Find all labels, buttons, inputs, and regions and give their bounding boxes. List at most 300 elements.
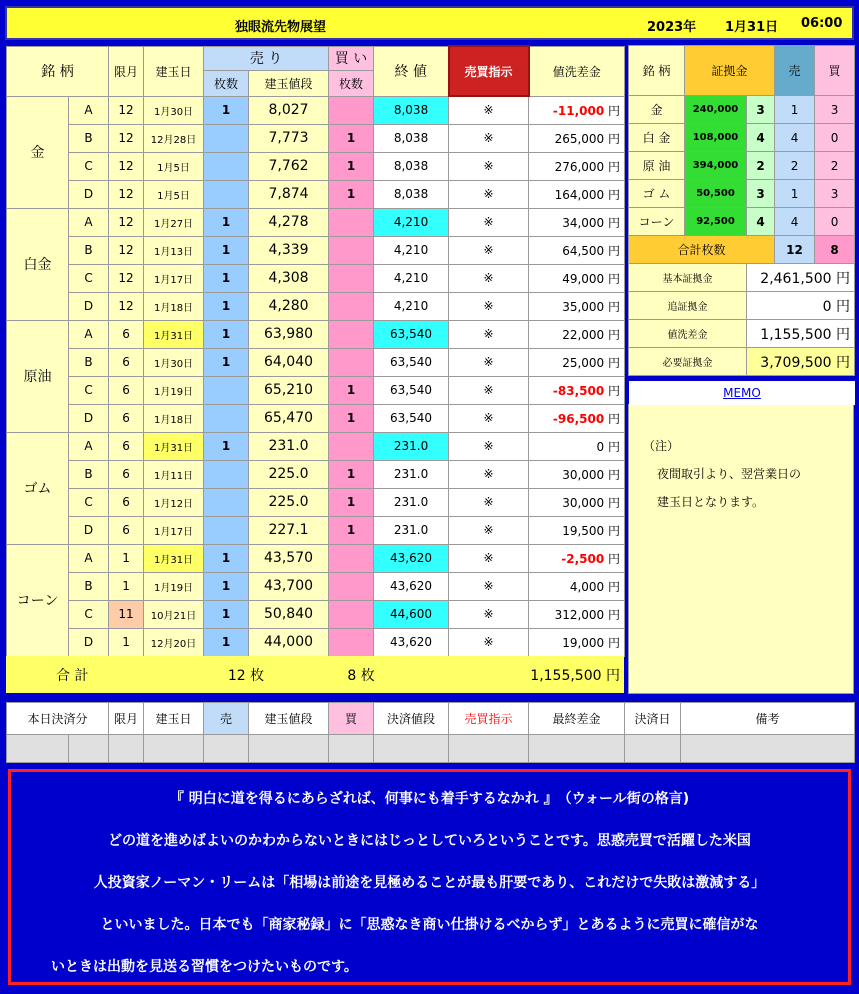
- quote-box: [8, 769, 851, 985]
- position-month: 12: [109, 236, 144, 264]
- margin-amount: 108,000: [685, 124, 747, 152]
- positions-table: [6, 45, 625, 657]
- position-instruction: ※: [449, 292, 529, 320]
- position-row: [7, 376, 625, 404]
- summary-label: 基本証拠金: [629, 264, 747, 292]
- margin-brand: 金: [629, 96, 685, 124]
- position-diff: 0 円: [529, 432, 625, 460]
- margin-count: 2: [747, 152, 775, 180]
- memo-note-title: （注）: [643, 439, 680, 453]
- memo-line-1: 夜間取引より、翌営業日の: [657, 467, 802, 481]
- position-row: [7, 600, 625, 628]
- position-buy-qty: [329, 572, 374, 600]
- col-instruction: 売買指示: [449, 46, 529, 96]
- position-buy-qty: [329, 236, 374, 264]
- position-month: 6: [109, 432, 144, 460]
- position-instruction: ※: [449, 628, 529, 656]
- position-close: 63,540: [374, 348, 449, 376]
- position-instruction: ※: [449, 376, 529, 404]
- position-row: [7, 488, 625, 516]
- margin-total-label: 合計枚数: [629, 236, 775, 264]
- position-month: 11: [109, 600, 144, 628]
- position-date: 1月19日: [144, 572, 204, 600]
- margin-buy: 0: [815, 208, 855, 236]
- header-time: 06:00: [801, 16, 843, 31]
- position-diff: 22,000 円: [529, 320, 625, 348]
- position-date: 1月11日: [144, 460, 204, 488]
- position-instruction: ※: [449, 320, 529, 348]
- position-close: 231.0: [374, 516, 449, 544]
- position-sub: C: [69, 488, 109, 516]
- position-date: 1月18日: [144, 292, 204, 320]
- position-sell-qty: [204, 488, 249, 516]
- position-sub: D: [69, 180, 109, 208]
- margin-row: [629, 152, 855, 180]
- summary-value: 2,461,500 円: [747, 264, 855, 292]
- col-buy-qty: 枚数: [329, 70, 374, 96]
- position-instruction: ※: [449, 460, 529, 488]
- position-close: 231.0: [374, 432, 449, 460]
- margin-count: 3: [747, 96, 775, 124]
- position-date: 1月18日: [144, 404, 204, 432]
- margin-col-brand: 銘 柄: [629, 46, 685, 96]
- position-close: 8,038: [374, 180, 449, 208]
- position-row: [7, 460, 625, 488]
- position-row: [7, 320, 625, 348]
- position-close: 43,620: [374, 544, 449, 572]
- memo-line-2: 建玉日となります。: [657, 495, 765, 509]
- position-buy-qty: 1: [329, 124, 374, 152]
- margin-buy: 3: [815, 180, 855, 208]
- settle-col-buy: 買: [329, 703, 374, 735]
- margin-sell: 2: [775, 152, 815, 180]
- settle-col-sell: 売: [204, 703, 249, 735]
- position-month: 6: [109, 348, 144, 376]
- position-sell-qty: [204, 460, 249, 488]
- position-buy-qty: 1: [329, 488, 374, 516]
- settle-col-settle-price: 決済値段: [374, 703, 449, 735]
- position-sell-qty: 1: [204, 236, 249, 264]
- position-sell-qty: 1: [204, 320, 249, 348]
- position-close: 43,620: [374, 628, 449, 656]
- position-price: 65,210: [249, 376, 329, 404]
- col-entry-price: 建玉値段: [249, 70, 329, 96]
- position-month: 12: [109, 124, 144, 152]
- position-month: 12: [109, 264, 144, 292]
- margin-buy: 2: [815, 152, 855, 180]
- settle-col-date: 建玉日: [144, 703, 204, 735]
- position-instruction: ※: [449, 488, 529, 516]
- position-month: 12: [109, 152, 144, 180]
- position-instruction: ※: [449, 404, 529, 432]
- brand-name: 白金: [7, 208, 69, 320]
- brand-name: 金: [7, 96, 69, 208]
- position-row: [7, 628, 625, 656]
- position-instruction: ※: [449, 544, 529, 572]
- position-close: 231.0: [374, 460, 449, 488]
- margin-col-sell: 売: [775, 46, 815, 96]
- position-date: 1月13日: [144, 236, 204, 264]
- position-sell-qty: 1: [204, 600, 249, 628]
- memo-link[interactable]: MEMO: [723, 386, 761, 400]
- position-sub: C: [69, 152, 109, 180]
- position-diff: 30,000 円: [529, 488, 625, 516]
- position-price: 7,762: [249, 152, 329, 180]
- position-sub: B: [69, 348, 109, 376]
- position-sell-qty: 1: [204, 432, 249, 460]
- position-month: 12: [109, 208, 144, 236]
- settle-col-month: 限月: [109, 703, 144, 735]
- position-sell-qty: [204, 180, 249, 208]
- margin-summary-row: [629, 320, 855, 348]
- margin-brand: ゴ ム: [629, 180, 685, 208]
- position-date: 1月31日: [144, 544, 204, 572]
- position-diff: 25,000 円: [529, 348, 625, 376]
- position-close: 63,540: [374, 404, 449, 432]
- position-buy-qty: [329, 264, 374, 292]
- position-price: 227.1: [249, 516, 329, 544]
- memo-pane: [628, 386, 854, 694]
- settle-col-settle-date: 決済日: [625, 703, 681, 735]
- position-sell-qty: [204, 152, 249, 180]
- position-instruction: ※: [449, 572, 529, 600]
- position-date: 1月5日: [144, 180, 204, 208]
- brand-name: ゴム: [7, 432, 69, 544]
- settlement-table: [6, 702, 855, 763]
- position-row: [7, 152, 625, 180]
- position-sub: A: [69, 208, 109, 236]
- position-date: 10月21日: [144, 600, 204, 628]
- position-diff: 312,000 円: [529, 600, 625, 628]
- margin-total-buy: 8: [815, 236, 855, 264]
- settle-col-instruction: 売買指示: [449, 703, 529, 735]
- position-buy-qty: 1: [329, 376, 374, 404]
- position-instruction: ※: [449, 208, 529, 236]
- position-month: 6: [109, 516, 144, 544]
- position-date: 1月30日: [144, 348, 204, 376]
- summary-label: 値洗差金: [629, 320, 747, 348]
- quote-line-3: といいました。日本でも「商家秘録」に「思惑なき商い仕掛けるべからず」とあるように売買に確信がな: [100, 917, 759, 933]
- position-month: 6: [109, 376, 144, 404]
- settle-col-price: 建玉値段: [249, 703, 329, 735]
- margin-buy: 3: [815, 96, 855, 124]
- position-sell-qty: 1: [204, 628, 249, 656]
- position-price: 231.0: [249, 432, 329, 460]
- position-sub: A: [69, 96, 109, 124]
- position-close: 4,210: [374, 264, 449, 292]
- position-date: 1月30日: [144, 96, 204, 124]
- position-sub: D: [69, 404, 109, 432]
- position-diff: 4,000 円: [529, 572, 625, 600]
- position-sub: A: [69, 432, 109, 460]
- position-row: [7, 432, 625, 460]
- position-price: 4,278: [249, 208, 329, 236]
- position-date: 1月27日: [144, 208, 204, 236]
- position-price: 7,773: [249, 124, 329, 152]
- position-row: [7, 544, 625, 572]
- margin-summary-row: [629, 264, 855, 292]
- position-price: 43,570: [249, 544, 329, 572]
- page-title: 独眼流先物展望: [235, 20, 327, 35]
- margin-row: [629, 124, 855, 152]
- margin-col-margin: 証拠金: [685, 46, 775, 96]
- margin-amount: 240,000: [685, 96, 747, 124]
- position-date: 1月19日: [144, 376, 204, 404]
- position-price: 4,308: [249, 264, 329, 292]
- position-buy-qty: [329, 96, 374, 124]
- position-buy-qty: 1: [329, 460, 374, 488]
- position-price: 44,000: [249, 628, 329, 656]
- position-buy-qty: [329, 208, 374, 236]
- quote-line-2: 人投資家ノーマン・リームは「相場は前途を見極めることが最も肝要であり、これだけで失敗は激減する」: [93, 875, 766, 891]
- col-entry-date: 建玉日: [144, 46, 204, 96]
- settle-empty-row: [7, 735, 855, 763]
- position-instruction: ※: [449, 124, 529, 152]
- margin-col-buy: 買: [815, 46, 855, 96]
- brand-name: コーン: [7, 544, 69, 656]
- position-month: 1: [109, 628, 144, 656]
- col-sell-qty: 枚数: [204, 70, 249, 96]
- col-sell: 売 り: [204, 46, 329, 70]
- position-date: 1月17日: [144, 516, 204, 544]
- position-buy-qty: 1: [329, 404, 374, 432]
- header-year: 2023年: [647, 20, 697, 35]
- position-buy-qty: [329, 320, 374, 348]
- position-diff: 276,000 円: [529, 152, 625, 180]
- position-sub: D: [69, 628, 109, 656]
- position-date: 1月17日: [144, 264, 204, 292]
- position-month: 6: [109, 488, 144, 516]
- summary-label: 必要証拠金: [629, 348, 747, 376]
- position-date: 12月20日: [144, 628, 204, 656]
- position-sell-qty: 1: [204, 348, 249, 376]
- position-row: [7, 236, 625, 264]
- quote-line-1: どの道を進めばよいのかわからないときにはじっとしていろということです。思惑売買で活躍した米国: [108, 833, 751, 849]
- position-sub: D: [69, 292, 109, 320]
- position-price: 4,339: [249, 236, 329, 264]
- position-sell-qty: [204, 516, 249, 544]
- position-instruction: ※: [449, 152, 529, 180]
- quote-title: 『 明白に道を得るにあらざれば、何事にも着手するなかれ 』 （ウォール街の格言): [169, 791, 690, 807]
- position-sell-qty: 1: [204, 544, 249, 572]
- position-row: [7, 208, 625, 236]
- position-close: 44,600: [374, 600, 449, 628]
- position-row: [7, 96, 625, 124]
- position-diff: -83,500 円: [529, 376, 625, 404]
- position-sub: B: [69, 124, 109, 152]
- position-sub: A: [69, 544, 109, 572]
- summary-value: 1,155,500 円: [747, 320, 855, 348]
- position-instruction: ※: [449, 600, 529, 628]
- position-close: 8,038: [374, 124, 449, 152]
- position-row: [7, 516, 625, 544]
- settle-col-remarks: 備考: [681, 703, 855, 735]
- position-diff: 64,500 円: [529, 236, 625, 264]
- position-month: 6: [109, 460, 144, 488]
- position-price: 225.0: [249, 488, 329, 516]
- position-buy-qty: [329, 600, 374, 628]
- margin-brand: コーン: [629, 208, 685, 236]
- margin-sell: 4: [775, 124, 815, 152]
- position-price: 4,280: [249, 292, 329, 320]
- margin-row: [629, 180, 855, 208]
- position-price: 50,840: [249, 600, 329, 628]
- position-month: 1: [109, 544, 144, 572]
- col-close: 終 値: [374, 46, 449, 96]
- totals-row: [6, 656, 624, 693]
- position-row: [7, 264, 625, 292]
- position-buy-qty: [329, 432, 374, 460]
- margin-sell: 1: [775, 96, 815, 124]
- position-row: [7, 292, 625, 320]
- margin-summary-row: [629, 292, 855, 320]
- position-instruction: ※: [449, 264, 529, 292]
- position-sell-qty: 1: [204, 264, 249, 292]
- position-month: 6: [109, 320, 144, 348]
- position-sell-qty: 1: [204, 96, 249, 124]
- col-brand: 銘 柄: [7, 46, 109, 96]
- position-diff: -11,000 円: [529, 96, 625, 124]
- brand-name: 原油: [7, 320, 69, 432]
- position-buy-qty: [329, 348, 374, 376]
- margin-table: [628, 45, 855, 376]
- col-buy: 買 い: [329, 46, 374, 70]
- settle-col-today: 本日決済分: [7, 703, 109, 735]
- position-close: 8,038: [374, 96, 449, 124]
- position-sub: C: [69, 600, 109, 628]
- position-month: 1: [109, 572, 144, 600]
- col-diff: 値洗差金: [529, 46, 625, 96]
- position-instruction: ※: [449, 432, 529, 460]
- position-diff: 34,000 円: [529, 208, 625, 236]
- position-diff: 19,000 円: [529, 628, 625, 656]
- title-bar: [5, 6, 854, 40]
- position-sell-qty: [204, 404, 249, 432]
- position-diff: 19,500 円: [529, 516, 625, 544]
- position-sell-qty: 1: [204, 292, 249, 320]
- position-sell-qty: [204, 124, 249, 152]
- totals-diff: 1,155,500 円: [436, 656, 624, 693]
- margin-amount: 50,500: [685, 180, 747, 208]
- position-close: 4,210: [374, 292, 449, 320]
- position-close: 4,210: [374, 208, 449, 236]
- position-diff: 265,000 円: [529, 124, 625, 152]
- position-month: 6: [109, 404, 144, 432]
- position-instruction: ※: [449, 180, 529, 208]
- position-date: 12月28日: [144, 124, 204, 152]
- position-buy-qty: 1: [329, 180, 374, 208]
- margin-count: 3: [747, 180, 775, 208]
- position-sell-qty: 1: [204, 208, 249, 236]
- position-diff: -2,500 円: [529, 544, 625, 572]
- position-buy-qty: [329, 628, 374, 656]
- col-limit-month: 限月: [109, 46, 144, 96]
- position-diff: -96,500 円: [529, 404, 625, 432]
- position-price: 64,040: [249, 348, 329, 376]
- position-row: [7, 404, 625, 432]
- position-price: 7,874: [249, 180, 329, 208]
- position-buy-qty: [329, 292, 374, 320]
- position-date: 1月5日: [144, 152, 204, 180]
- position-price: 8,027: [249, 96, 329, 124]
- margin-total-row: [629, 236, 855, 264]
- position-row: [7, 572, 625, 600]
- position-price: 43,700: [249, 572, 329, 600]
- position-price: 225.0: [249, 460, 329, 488]
- summary-value: 3,709,500 円: [747, 348, 855, 376]
- position-sell-qty: [204, 376, 249, 404]
- position-sub: A: [69, 320, 109, 348]
- summary-label: 追証拠金: [629, 292, 747, 320]
- margin-total-sell: 12: [775, 236, 815, 264]
- position-close: 63,540: [374, 376, 449, 404]
- position-close: 231.0: [374, 488, 449, 516]
- margin-row: [629, 208, 855, 236]
- quote-line-4: いときは出動を見送る習慣をつけたいものです。: [51, 959, 358, 975]
- position-sell-qty: 1: [204, 572, 249, 600]
- position-instruction: ※: [449, 516, 529, 544]
- position-price: 63,980: [249, 320, 329, 348]
- margin-count: 4: [747, 208, 775, 236]
- margin-count: 4: [747, 124, 775, 152]
- position-diff: 30,000 円: [529, 460, 625, 488]
- position-close: 8,038: [374, 152, 449, 180]
- totals-sell: 12 枚: [206, 656, 286, 693]
- summary-value: 0 円: [747, 292, 855, 320]
- margin-row: [629, 96, 855, 124]
- position-sub: B: [69, 236, 109, 264]
- margin-sell: 1: [775, 180, 815, 208]
- position-close: 43,620: [374, 572, 449, 600]
- position-month: 12: [109, 292, 144, 320]
- position-diff: 164,000 円: [529, 180, 625, 208]
- settle-col-final-diff: 最終差金: [529, 703, 625, 735]
- position-sub: C: [69, 376, 109, 404]
- position-instruction: ※: [449, 348, 529, 376]
- position-date: 1月12日: [144, 488, 204, 516]
- position-close: 63,540: [374, 320, 449, 348]
- margin-amount: 92,500: [685, 208, 747, 236]
- position-date: 1月31日: [144, 432, 204, 460]
- position-instruction: ※: [449, 236, 529, 264]
- margin-brand: 原 油: [629, 152, 685, 180]
- position-buy-qty: 1: [329, 516, 374, 544]
- header-date: 1月31日: [725, 20, 779, 35]
- position-sub: B: [69, 460, 109, 488]
- position-price: 65,470: [249, 404, 329, 432]
- position-month: 12: [109, 96, 144, 124]
- position-sub: B: [69, 572, 109, 600]
- margin-sell: 4: [775, 208, 815, 236]
- position-sub: C: [69, 264, 109, 292]
- position-close: 4,210: [374, 236, 449, 264]
- position-diff: 35,000 円: [529, 292, 625, 320]
- margin-amount: 394,000: [685, 152, 747, 180]
- totals-buy: 8 枚: [286, 656, 436, 693]
- margin-brand: 白 金: [629, 124, 685, 152]
- position-row: [7, 180, 625, 208]
- totals-label: 合 計: [6, 656, 206, 693]
- margin-buy: 0: [815, 124, 855, 152]
- position-buy-qty: [329, 544, 374, 572]
- position-row: [7, 348, 625, 376]
- position-sub: D: [69, 516, 109, 544]
- position-instruction: ※: [449, 96, 529, 124]
- position-date: 1月31日: [144, 320, 204, 348]
- position-row: [7, 124, 625, 152]
- position-diff: 49,000 円: [529, 264, 625, 292]
- position-buy-qty: 1: [329, 152, 374, 180]
